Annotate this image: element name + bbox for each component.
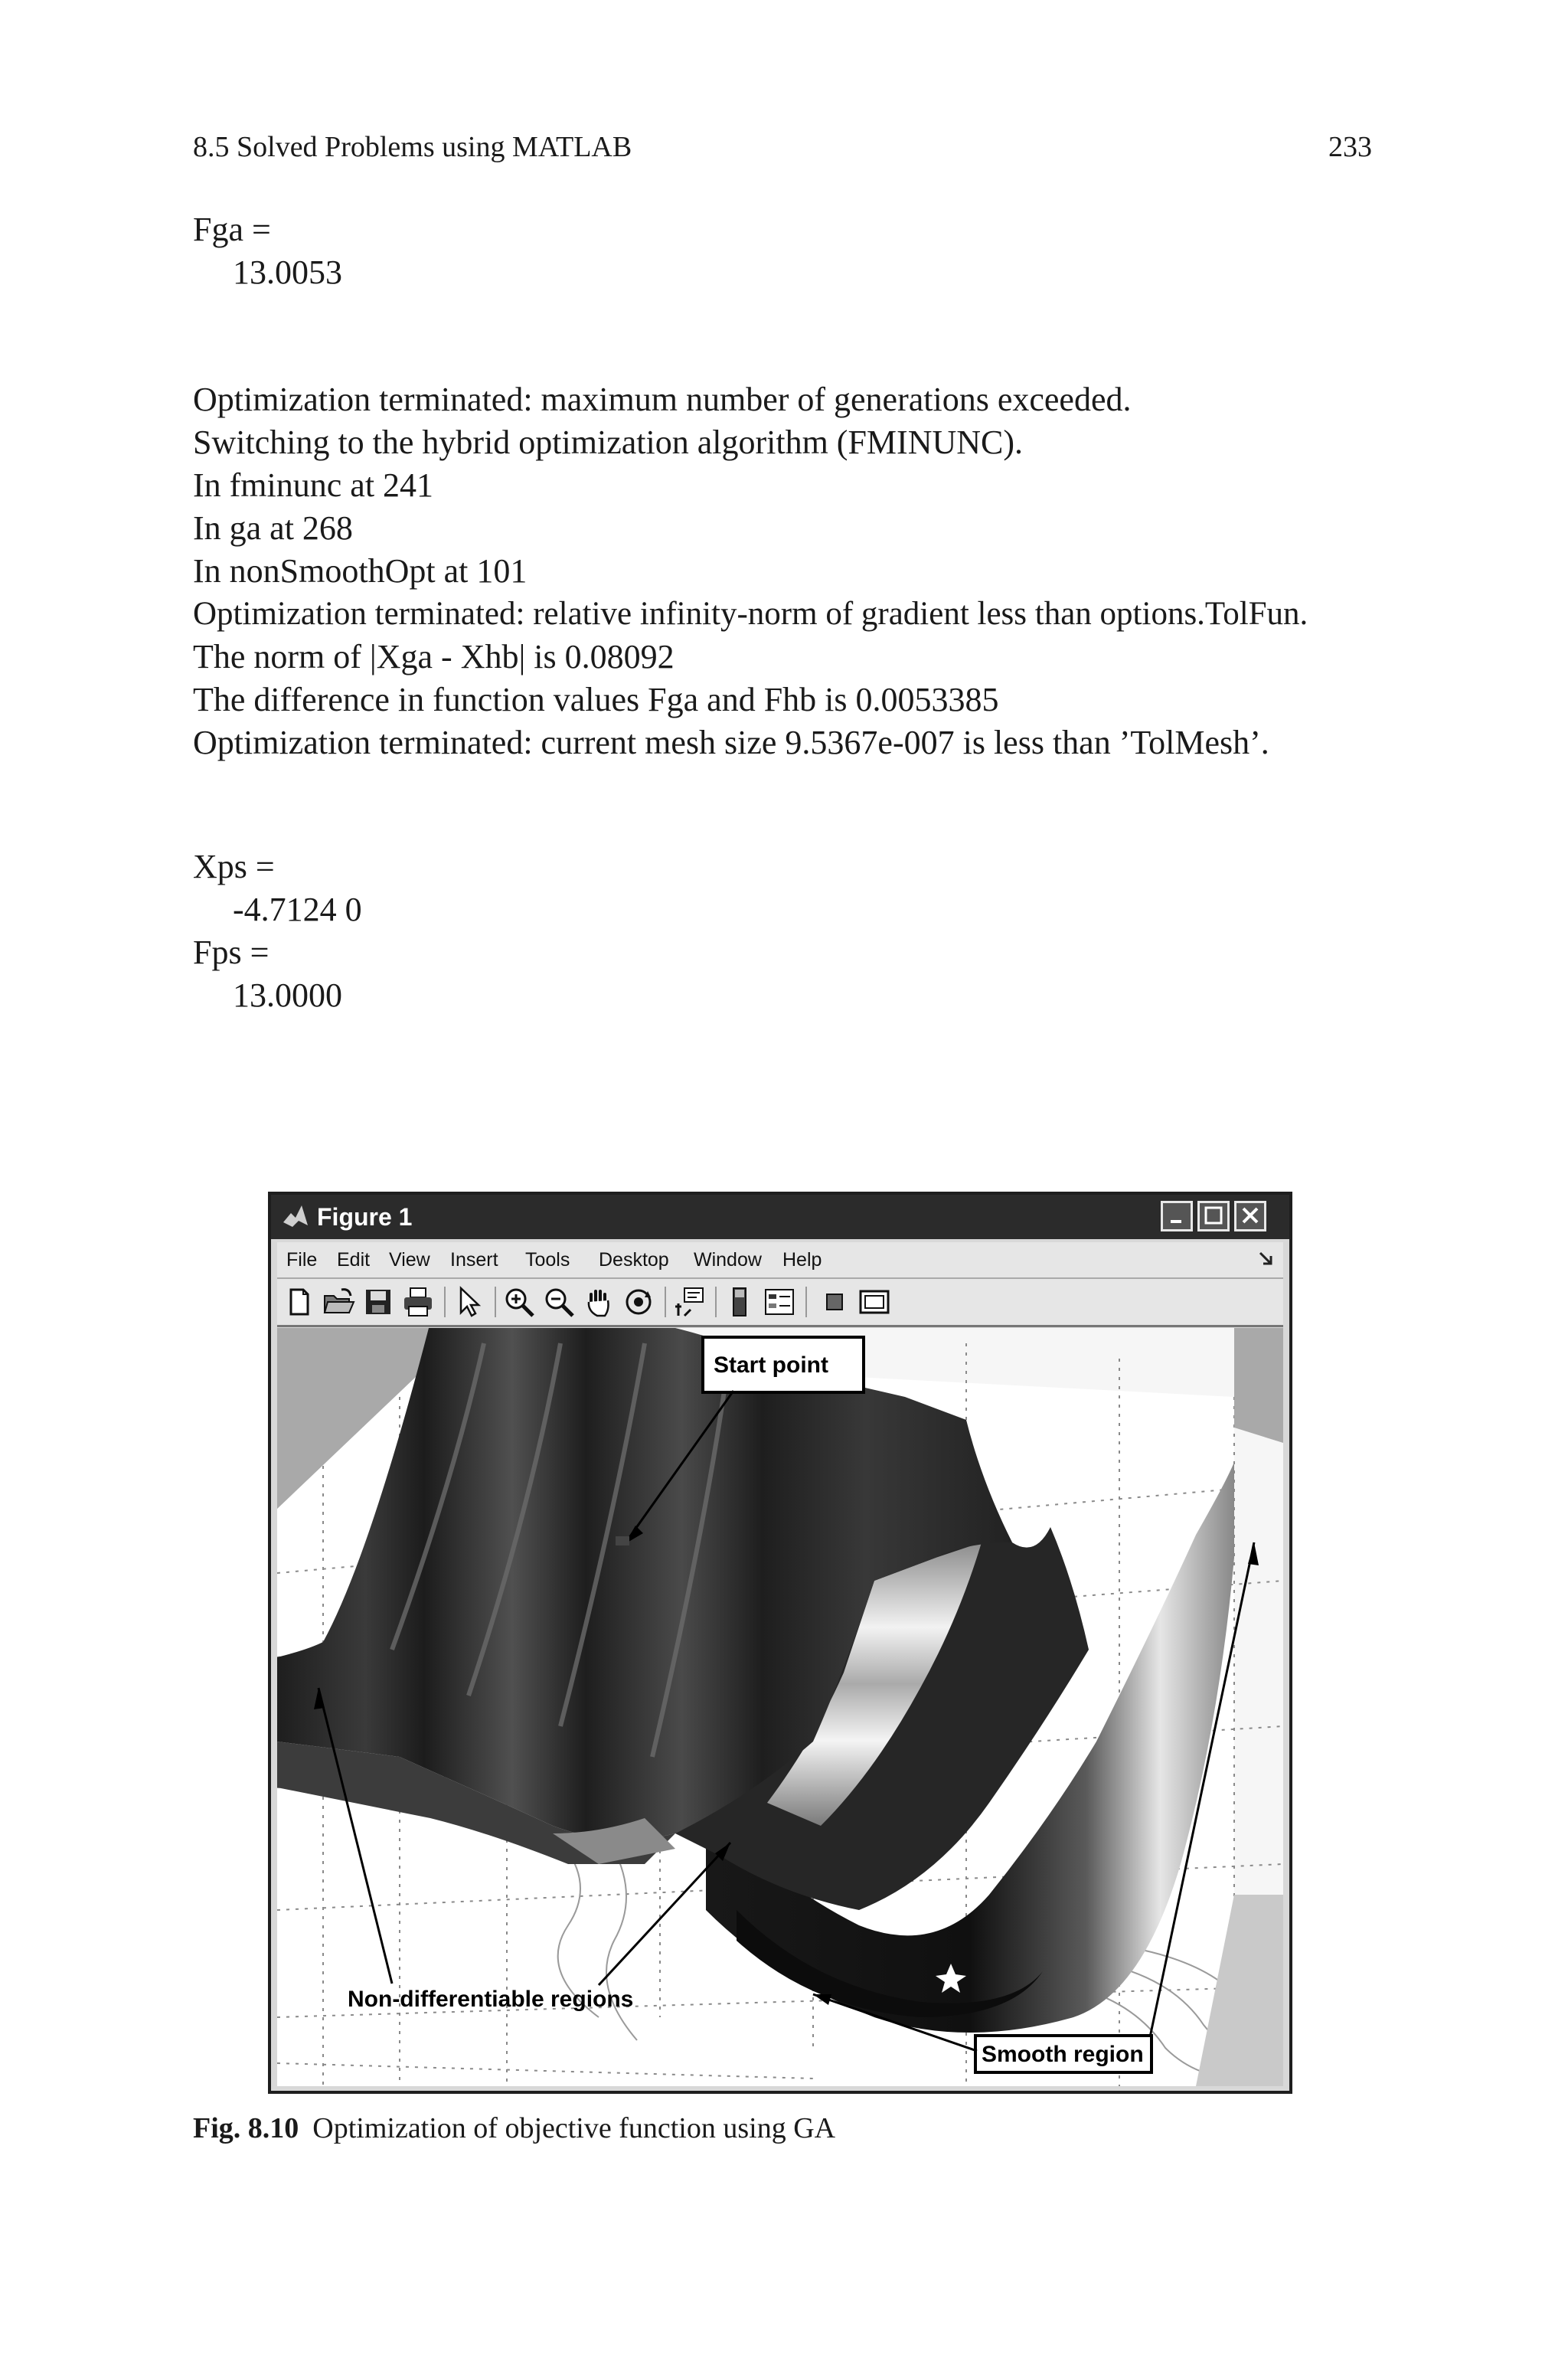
- non-differentiable-label: Non-differentiable regions: [348, 1987, 634, 2012]
- message-line: Switching to the hybrid optimization algorithm (FMINUNC).: [193, 424, 1024, 461]
- message-line: The difference in function values Fga and Fhb is 0.0053385: [193, 681, 999, 718]
- figure-toolbar: [277, 1279, 1283, 1327]
- menu-insert[interactable]: Insert: [450, 1249, 498, 1271]
- fps-label: Fps =: [193, 934, 270, 971]
- close-icon: [1236, 1203, 1264, 1229]
- message-line: In ga at 268: [193, 509, 353, 547]
- menu-window[interactable]: Window: [694, 1249, 762, 1271]
- menu-desktop[interactable]: Desktop: [599, 1249, 669, 1271]
- window-title: Figure 1: [317, 1203, 413, 1231]
- zoom-in-icon[interactable]: [502, 1285, 536, 1319]
- message-line: Optimization terminated: relative infinity-norm of gradient less than options.TolFun.: [193, 596, 1308, 632]
- new-file-icon[interactable]: [282, 1285, 315, 1319]
- menu-file[interactable]: File: [286, 1249, 318, 1271]
- message-line: The norm of |Xga - Xhb| is 0.08092: [193, 638, 675, 675]
- save-icon[interactable]: [361, 1285, 395, 1319]
- figure-number: Fig. 8.10: [193, 2112, 299, 2144]
- open-folder-icon[interactable]: [322, 1285, 355, 1319]
- title-bar[interactable]: [271, 1195, 1289, 1239]
- zoom-out-icon[interactable]: [542, 1285, 576, 1319]
- menu-bar: [277, 1242, 1283, 1279]
- menu-tools[interactable]: Tools: [525, 1249, 570, 1271]
- message-line: In fminunc at 241: [193, 466, 434, 504]
- start-point-label: Start point: [714, 1352, 828, 1378]
- rotate-3d-icon[interactable]: [622, 1285, 655, 1319]
- smooth-region-label: Smooth region: [982, 2042, 1144, 2067]
- legend-icon[interactable]: [763, 1285, 796, 1319]
- page-number: 233: [1328, 131, 1372, 163]
- section-title: 8.5 Solved Problems using MATLAB: [193, 131, 632, 163]
- menu-edit[interactable]: Edit: [337, 1249, 371, 1271]
- message-line: Optimization terminated: current mesh size 9.5367e-007 is less than ’TolMesh’.: [193, 724, 1269, 761]
- fga-value: 13.0053: [233, 253, 342, 291]
- menu-view[interactable]: View: [389, 1249, 430, 1271]
- menu-help[interactable]: Help: [782, 1249, 822, 1271]
- dock-arrow-icon[interactable]: [1256, 1248, 1277, 1270]
- message-line: In nonSmoothOpt at 101: [193, 552, 528, 590]
- figure-caption: [193, 2109, 835, 2147]
- xps-value: -4.7124 0: [233, 891, 362, 928]
- matlab-logo-icon: [282, 1202, 309, 1230]
- minimize-icon: [1163, 1203, 1191, 1229]
- close-button[interactable]: [1234, 1201, 1266, 1231]
- maximize-button[interactable]: [1197, 1201, 1230, 1231]
- pan-hand-icon[interactable]: [582, 1285, 616, 1319]
- running-head: [193, 129, 1372, 165]
- print-icon[interactable]: [401, 1285, 435, 1319]
- message-line: Optimization terminated: maximum number of generations exceeded.: [193, 381, 1132, 418]
- colorbar-icon[interactable]: [723, 1285, 756, 1319]
- fga-label: Fga =: [193, 211, 271, 248]
- hide-plot-tools-icon[interactable]: [818, 1285, 851, 1319]
- show-plot-tools-icon[interactable]: [858, 1285, 891, 1319]
- surface-plot: [277, 1328, 1283, 2086]
- caption-text: Optimization of objective function using GA: [312, 2112, 836, 2144]
- minimize-button[interactable]: [1161, 1201, 1193, 1231]
- data-cursor-icon[interactable]: [672, 1285, 706, 1319]
- matlab-figure-window: [268, 1192, 1292, 2094]
- plot-area[interactable]: [277, 1328, 1283, 2086]
- pointer-icon[interactable]: [452, 1285, 485, 1319]
- figure-8-10: [268, 1192, 1292, 2094]
- fps-value: 13.0000: [233, 976, 342, 1014]
- maximize-icon: [1200, 1203, 1227, 1229]
- xps-label: Xps =: [193, 848, 275, 885]
